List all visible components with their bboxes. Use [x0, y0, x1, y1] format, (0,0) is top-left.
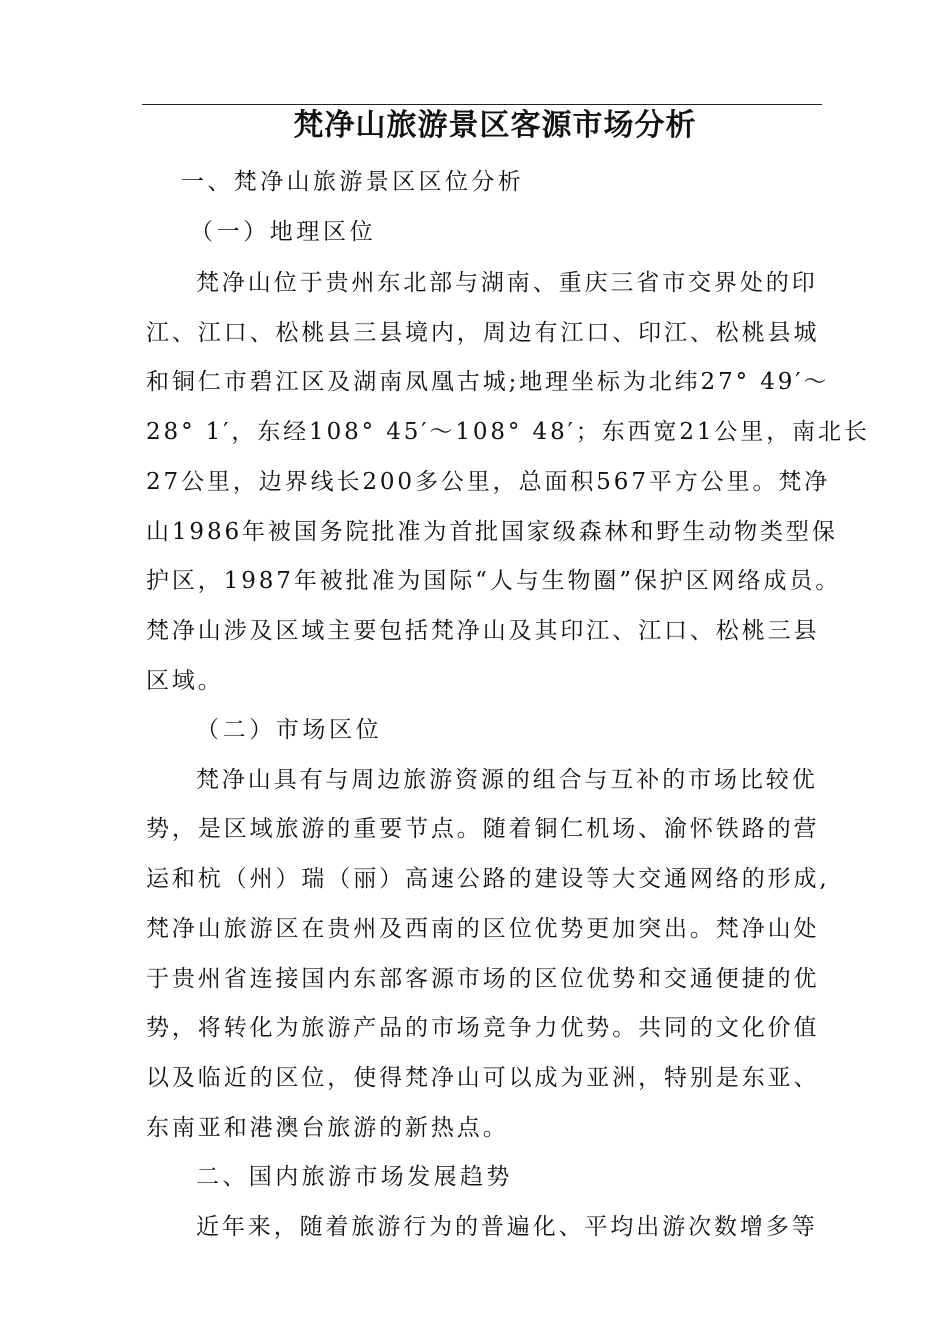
paragraph-line: 28° 1′，东经108° 45′～108° 48′；东西宽21公里，南北长 [146, 419, 870, 445]
subsection-heading-2: （二）市场区位 [196, 717, 383, 743]
paragraph-line: 护区，1987年被批准为国际“人与生物圈”保护区网络成员。 [146, 568, 842, 594]
section-heading-2: 二、国内旅游市场发展趋势 [196, 1164, 513, 1190]
paragraph-line: 江、江口、松桃县三县境内，周边有江口、印江、松桃县城 [146, 320, 820, 346]
section-heading-1: 一、梵净山旅游景区区位分析 [181, 169, 525, 195]
paragraph-line: 梵净山旅游区在贵州及西南的区位优势更加突出。梵净山处 [146, 916, 820, 942]
paragraph-line: 运和杭（州）瑞（丽）高速公路的建设等大交通网络的形成, [146, 866, 830, 892]
paragraph-line: 东南亚和港澳台旅游的新热点。 [146, 1115, 509, 1141]
paragraph-line: 梵净山涉及区域主要包括梵净山及其印江、江口、松桃三县 [146, 618, 820, 644]
paragraph-line: 27公里，边界线长200多公里，总面积567平方公里。梵净 [146, 469, 831, 495]
paragraph-line: 势，是区域旅游的重要节点。随着铜仁机场、渝怀铁路的营 [146, 816, 820, 842]
paragraph-line: 于贵州省连接国内东部客源市场的区位优势和交通便捷的优 [146, 966, 820, 992]
paragraph-line: 和铜仁市碧江区及湖南凤凰古城;地理坐标为北纬27° 49′～ [146, 369, 830, 395]
paragraph-line: 近年来，随着旅游行为的普遍化、平均出游次数增多等 [196, 1214, 818, 1240]
paragraph-line: 梵净山具有与周边旅游资源的组合与互补的市场比较优 [196, 767, 818, 793]
paragraph-line: 以及临近的区位，使得梵净山可以成为亚洲，特别是东亚、 [146, 1065, 820, 1091]
paragraph-line: 山1986年被国务院批准为首批国家级森林和野生动物类型保 [146, 519, 838, 545]
paragraph-line: 梵净山位于贵州东北部与湖南、重庆三省市交界处的印 [196, 270, 818, 296]
paragraph-line: 区域。 [146, 668, 224, 694]
paragraph-line: 势，将转化为旅游产品的市场竞争力优势。共同的文化价值 [146, 1015, 820, 1041]
document-title: 梵净山旅游景区客源市场分析 [293, 108, 697, 143]
subsection-heading-1: （一）地理区位 [190, 219, 377, 245]
